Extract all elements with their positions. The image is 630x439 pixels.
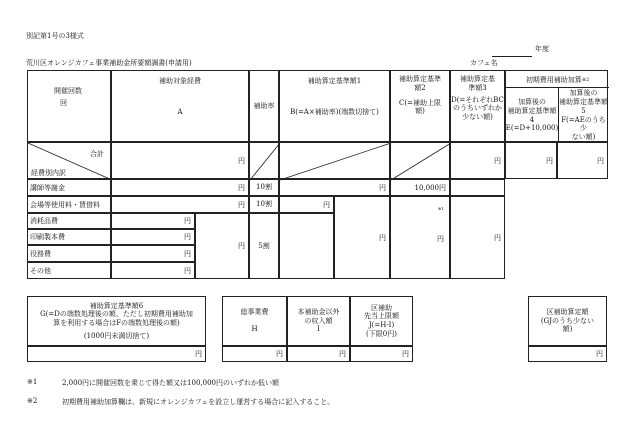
row-consumables-label: 消耗品費 xyxy=(27,213,111,229)
total-f[interactable]: 円 xyxy=(557,142,608,179)
row-other-label: その他 xyxy=(27,262,111,279)
bottom-right-box xyxy=(528,296,607,362)
cap-yen: 円 xyxy=(439,183,446,192)
total-d[interactable]: 円 xyxy=(450,142,505,179)
hdr-rate: 補助率 xyxy=(249,70,279,142)
bm-ward-val[interactable]: 円 xyxy=(350,346,413,362)
hdr-sessions-cell xyxy=(27,70,111,142)
hdr-base3-cell xyxy=(450,70,505,142)
bm-total-val[interactable]: 円 xyxy=(222,346,287,362)
page-title: 荒川区オレンジカフェ事業補助金所要額調書(申請用) xyxy=(26,59,192,67)
row-venue-rate: 10割 xyxy=(249,196,279,213)
bm-total-h xyxy=(222,296,287,346)
bm-total: 総事業費 xyxy=(240,308,269,317)
total-c-diagonal xyxy=(391,143,451,180)
hdr-base1-formula: B(=A×補助率)(端数切捨て) xyxy=(290,107,379,116)
bm-total-sym: H xyxy=(251,325,258,333)
hdr-base2-formula: C(=補助上限 額) xyxy=(399,98,441,116)
subtotal-a[interactable]: 円 xyxy=(195,213,249,279)
year-label: 年度 xyxy=(535,45,549,53)
total-rate xyxy=(249,142,279,179)
bl-value[interactable]: 円 xyxy=(27,346,206,362)
bottom-mid-box xyxy=(222,296,413,362)
row-speaker-c xyxy=(390,179,450,196)
breakdown-label: 経費別内訳 xyxy=(31,169,66,177)
total-b-diagonal xyxy=(280,143,391,180)
hdr-base1: 補助算定基準額1 xyxy=(307,77,362,85)
hdr-initial-note: ※2 xyxy=(581,76,590,83)
bm-income-sym: I xyxy=(317,325,320,334)
bm-income: 本補助金以外 の収入額 xyxy=(297,307,340,325)
merged-d[interactable]: 円 xyxy=(450,196,505,279)
total-b xyxy=(279,142,390,179)
hdr-base3: 補助算定基 準額3 xyxy=(460,75,495,92)
footnote-2-mark: ※2 xyxy=(27,397,38,405)
row-venue-b[interactable]: 円 xyxy=(279,196,334,213)
bl-note: (1000円未満切捨て) xyxy=(83,331,150,340)
row-speaker-label: 講師等謝金 xyxy=(27,179,111,196)
hdr-initial-title xyxy=(506,73,609,88)
total-label-cell xyxy=(27,142,111,179)
hdr-initial-cell xyxy=(505,70,608,142)
hdr-kai: 回 xyxy=(60,99,67,107)
merged-c-note: ※1 xyxy=(438,206,444,211)
total-label: 合計 xyxy=(90,150,104,158)
row-speaker-d xyxy=(450,179,505,196)
form-id: 別記第1号の3様式 xyxy=(26,32,84,40)
merged-b[interactable]: 円 xyxy=(334,196,390,279)
merged-c[interactable] xyxy=(390,196,450,279)
footnote-1-text: 2,000円に開催回数を乗じて得た額又は100,000円のいずれか低い額 xyxy=(62,379,279,387)
cafe-name-label: カフェ名 xyxy=(470,59,498,67)
bm-income-val[interactable]: 円 xyxy=(287,346,350,362)
hdr-expenses: 補助対象経費 xyxy=(159,77,201,85)
bl-desc: G(=Dの端数処理後の額、ただし初期費用補助加 算を利用する場合はFの端数処理後の額) xyxy=(40,310,193,327)
bm-ward-h: 区補助 先当上限額 J(=H-I) (下限0円) xyxy=(350,296,413,346)
hdr-base2-cell xyxy=(390,70,450,142)
row-speaker-a[interactable]: 円 xyxy=(111,179,249,196)
hdr-initial: 初期費用補助加算 xyxy=(525,75,582,84)
year-line[interactable] xyxy=(492,48,532,57)
hdr-expenses-cell xyxy=(111,70,249,142)
rate-5: 5割 xyxy=(249,213,279,279)
hdr-sessions: 開催回数 xyxy=(54,87,82,95)
bm-income-h xyxy=(287,296,350,346)
bl-title: 補助算定基準額6 xyxy=(89,301,144,310)
hdr-base2: 補助算定基準 額2 xyxy=(399,75,441,92)
footnote-2-text: 初期費用補助加算欄は、新規にオレンジカフェを設立し運営する場合に記入すること。 xyxy=(62,398,335,406)
hdr-a: A xyxy=(177,107,183,116)
subtotal-b-left xyxy=(279,213,334,279)
footnote-1-mark: ※1 xyxy=(27,378,38,386)
hdr-base1-cell xyxy=(279,70,390,142)
row-printing-a[interactable]: 円 xyxy=(111,229,195,245)
bottom-left-box xyxy=(27,296,206,362)
hdr-base4: 加算後の 補助算定基準額 4 E(=D+10,000) xyxy=(506,88,559,143)
br-title: 区補助算定額 (GJのうち少ない 額) xyxy=(528,296,607,346)
row-printing-label: 印刷製本費 xyxy=(27,229,111,245)
merged-c-yen: 円 xyxy=(437,235,444,243)
hdr-base5: 加算後の 補助算定基準額 5 F(=AEのうち少 ない額) xyxy=(559,89,608,141)
total-rate-diagonal xyxy=(250,143,280,180)
row-insurance-label: 役務費 xyxy=(27,245,111,262)
total-c xyxy=(390,142,450,179)
br-value[interactable]: 円 xyxy=(528,346,607,362)
hdr-base3-formula: D(=それぞれBC のうちいずれか 少ない額) xyxy=(451,95,504,121)
row-insurance-a[interactable]: 円 xyxy=(111,245,195,262)
row-venue-a[interactable]: 円 xyxy=(111,196,249,213)
bl-header xyxy=(27,296,206,346)
row-consumables-a[interactable]: 円 xyxy=(111,213,195,229)
row-other-a[interactable]: 円 xyxy=(111,262,195,279)
row-speaker-b[interactable]: 円 xyxy=(279,179,390,196)
total-a[interactable]: 円 xyxy=(111,142,249,179)
main-table xyxy=(27,70,608,279)
row-speaker-rate: 10割 xyxy=(249,179,279,196)
row-venue-label: 会場等使用料・賃借料 xyxy=(27,196,111,213)
cap-amount: 10,000 xyxy=(414,183,439,192)
total-e[interactable]: 円 xyxy=(505,142,557,179)
